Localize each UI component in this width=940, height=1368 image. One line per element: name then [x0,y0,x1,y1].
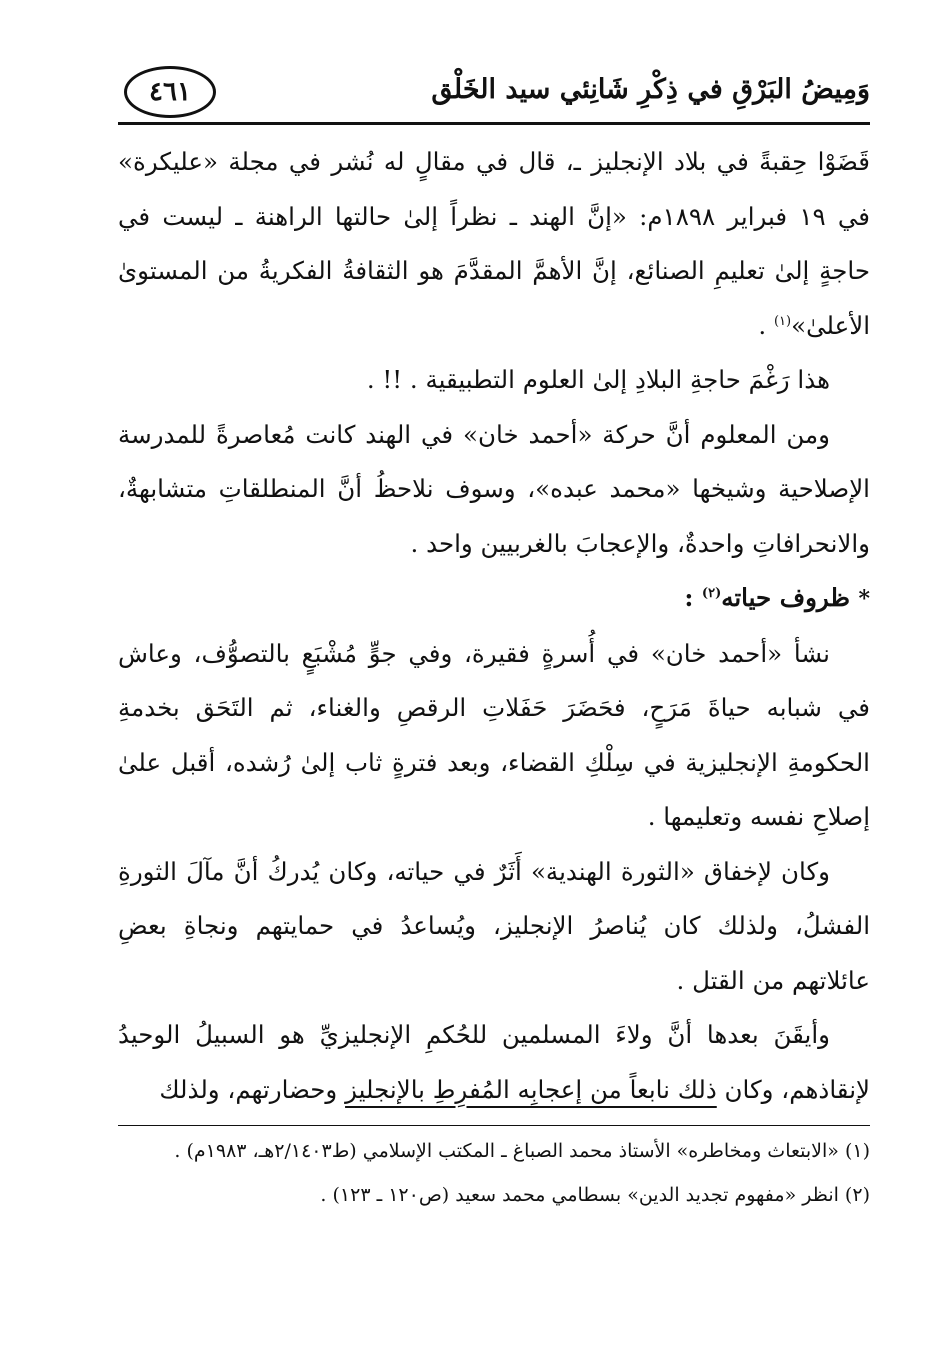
book-page [118,52,870,1332]
section-heading-text: ظروف حياته [721,583,859,612]
paragraph-2: هذا رَغْمَ حاجةِ البلادِ إلىٰ العلوم التطبيقية . !! . [366,365,830,394]
paragraph-1-end: . [758,310,774,340]
footnote-1: (١) «الابتعاث ومخاطره» الأستاذ محمد الصباغ ـ المكتب الإسلامي (ط٢/١٤٠٣هـ، ١٩٨٣م) . [174,1140,870,1162]
underlined-phrase: ذلك نابعاً من إعجابِه المُفرِطِ بالإنجليز [345,1074,717,1104]
footnote-2: (٢) انظر «مفهوم تجديد الدين» بسطامي محمد سعيد (ص١٢٠ ـ ١٢٣) . [320,1184,870,1206]
paragraph-5: وكان لإخفاق «الثورة الهندية» أَثَرٌ في حياته، وكان يُدركُ أنَّ مآلَ الثورةِ الفشلُ، ولذلك كان يُناصرُ الإنجليز، ويُساعدُ في حمايتهم ونجاةِ بعضِ عائلاتهم من القتل . [118,856,870,995]
running-title: وَمِيضُ البَرْقِ في ذِكْرِ شَانِئي سيد الخَلْق [431,74,870,105]
paragraph-6-start: وأيقَنَ بعدها أنَّ ولاءَ المسلمين للحُكمِ الإنجليزيِّ هو السبيلُ الوحيدُ لإنقاذهم، وكان [118,1020,870,1104]
paragraph-1 [118,135,870,353]
main-text [118,135,870,1117]
paragraph-6-end: وحضارتهم، ولذلك [159,1074,346,1104]
footnote-ref-2: (٢) [701,585,722,601]
paragraph-6 [118,1008,870,1117]
asterisk-icon: * [858,586,870,612]
page-header [118,52,870,125]
paragraph-3: ومن المعلوم أنَّ حركة «أحمد خان» في الهند كانت مُعاصرةً للمدرسة الإصلاحية وشيخها «محمد عبده»، وسوف نلاحظُ أنَّ المنطلقاتِ متشابهةٌ، والانحرافاتِ واحدةٌ، والإعجابَ بالغربيين واحد . [118,419,870,558]
footnote-ref-1: (١) [773,313,792,329]
page-number: ٤٦١ [124,66,216,118]
paragraph-1-text: قَضَوْا حِقبةً في بلاد الإنجليز ـ، قال في مقالٍ له نُشر في مجلة «عليكرة» في ١٩ فبراير ١٨٩٨م: «إنَّ الهند ـ نظراً إلىٰ حالتها الراهنة ـ ليست في حاجةٍ إلىٰ تعليمِ الصنائع، إنَّ الأهمَّ المقدَّمَ هو الثقافةُ الفكريةُ من المستوىٰ الأعلىٰ» [118,147,871,340]
section-heading [118,571,870,627]
footnotes [118,1125,870,1214]
section-heading-end: : [684,583,702,612]
paragraph-4: نشأ «أحمد خان» في أُسرةٍ فقيرة، وفي جوٍّ مُشْبَعٍ بالتصوُّف، وعاش في شبابه حياةَ مَرَحٍ، فحَضَرَ حَفَلاتِ الرقصِ والغناء، ثم التَحَق بخدمةِ الحكومةِ الإنجليزية في سِلْكِ القضاء، وبعد فترةٍ ثاب إلىٰ رُشده، أقبل علىٰ إصلاحِ نفسه وتعليمها . [118,638,870,831]
